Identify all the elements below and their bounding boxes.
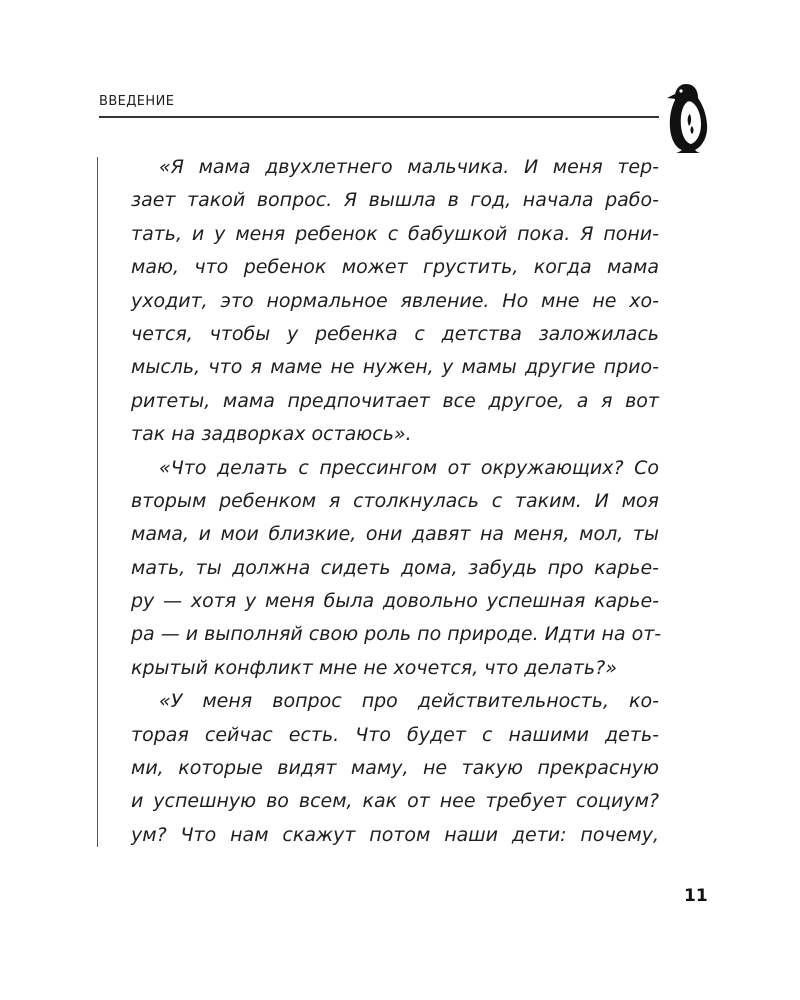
text-line: крытый конфликт мне не хочется, что делать?» xyxy=(131,656,617,679)
text-line: мать, ты должна сидеть дома, забудь про карье- xyxy=(131,556,659,579)
text-line: «Я мама двухлетнего мальчика. И меня тер- xyxy=(159,156,659,178)
text-line: ра — и выполняй свою роль по природе. Идти на от- xyxy=(131,623,662,646)
text-line: торая сейчас есть. Что будет с нашими деть- xyxy=(131,723,659,746)
text-line: и успешную во всем, как от нее требует социум? xyxy=(131,790,659,813)
penguin-icon xyxy=(666,82,712,154)
text-line: ум? Что нам скажут потом наши дети: почему, xyxy=(131,823,659,846)
text-line: чется, чтобы у ребенка с детства заложилась xyxy=(131,322,659,345)
running-header xyxy=(99,94,659,118)
text-line: ритеты, мама предпочитает все другое, а я вот xyxy=(131,389,659,412)
text-line: уходит, это нормальное явление. Но мне не хо- xyxy=(131,289,659,312)
text-line: маю, что ребенок может грустить, когда мама xyxy=(131,256,659,279)
body-text xyxy=(131,151,662,852)
text-line: ми, которые видят маму, не такую прекрасную xyxy=(131,757,659,780)
text-line: так на задворках остаюсь». xyxy=(131,423,412,446)
quote-bar xyxy=(97,157,98,847)
text-line: тать, и у меня ребенок с бабушкой пока. Я пони- xyxy=(131,222,659,245)
text-line: мысль, что я маме не нужен, у мамы другие прио- xyxy=(131,356,659,379)
text-line: ру — хотя у меня была довольно успешная карье- xyxy=(131,590,659,613)
page-number: 11 xyxy=(684,886,708,906)
text-line: вторым ребенком я столкнулась с таким. И моя xyxy=(131,489,659,512)
text-line: зает такой вопрос. Я вышла в год, начала рабо- xyxy=(131,189,659,212)
header-divider xyxy=(99,116,659,118)
text-line: «У меня вопрос про действительность, ко- xyxy=(159,690,659,713)
section-title: ВВЕДЕНИЕ xyxy=(99,94,175,109)
text-line: «Что делать с прессингом от окружающих? Со xyxy=(159,456,659,479)
text-line: мама, и мои близкие, они давят на меня, мол, ты xyxy=(131,523,659,546)
